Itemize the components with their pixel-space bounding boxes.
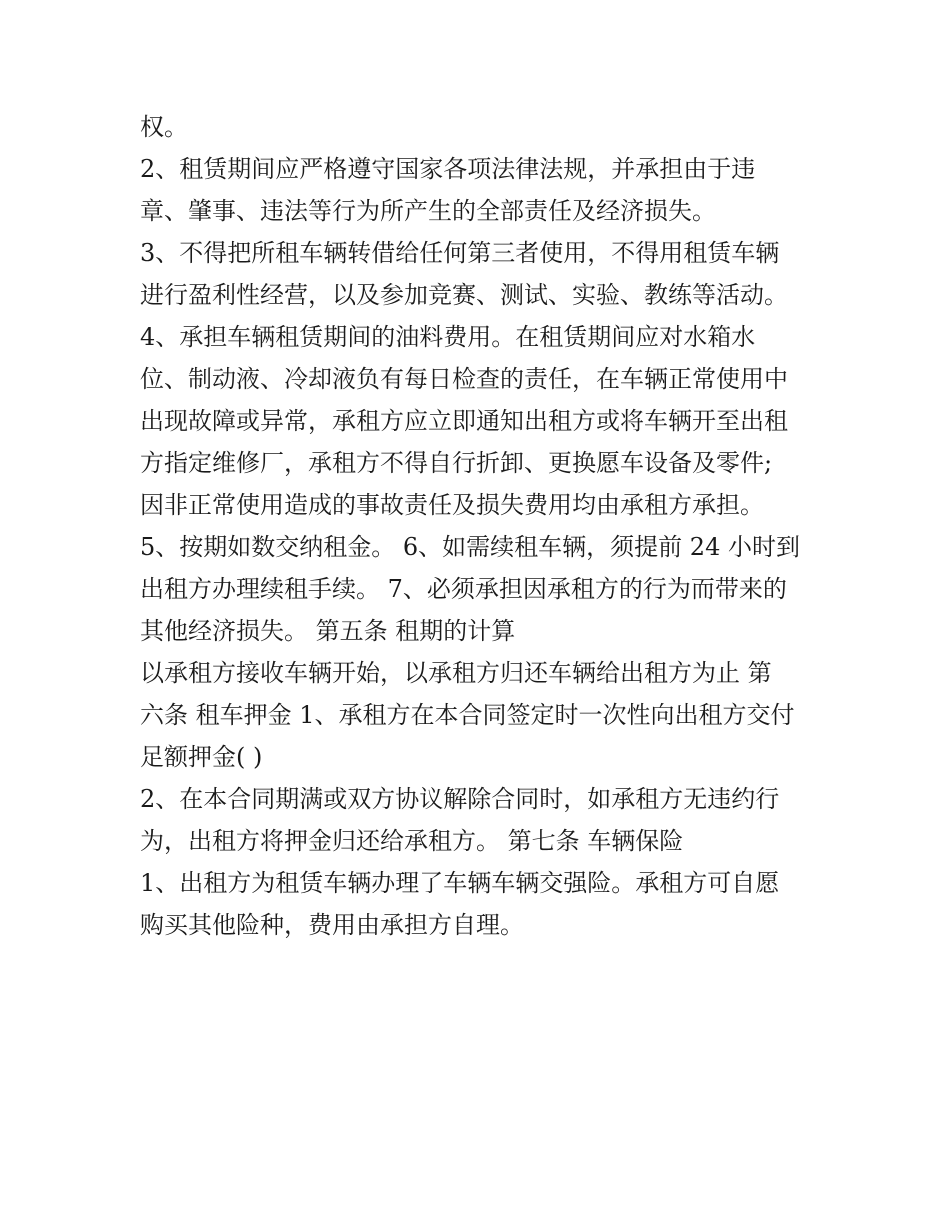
text-line: 方指定维修厂，承租方不得自行折卸、更换愿车设备及零件; [140,449,773,477]
text-line: 为，出租方将押金归还给承租方。 第七条 车辆保险 [140,827,684,855]
text-line: 4、承担车辆租赁期间的油料费用。在租赁期间应对水箱水 [140,323,756,351]
text-line: 1、出租方为租赁车辆办理了车辆车辆交强险。承租方可自愿 [140,869,780,897]
text-line: 出现故障或异常，承租方应立即通知出租方或将车辆开至出租 [140,407,788,435]
text-line: 其他经济损失。 第五条 租期的计算 [140,617,516,645]
text-line: 因非正常使用造成的事故责任及损失费用均由承租方承担。 [140,491,764,519]
text-line: 进行盈利性经营，以及参加竞赛、测试、实验、教练等活动。 [140,281,788,309]
text-line: 3、不得把所租车辆转借给任何第三者使用，不得用租赁车辆 [140,239,780,267]
text-line: 位、制动液、冷却液负有每日检查的责任，在车辆正常使用中 [140,365,788,393]
text-line: 出租方办理续租手续。 7、必须承担因承租方的行为而带来的 [140,575,787,603]
text-line: 权。 [140,113,188,141]
text-line: 章、肇事、违法等行为所产生的全部责任及经济损失。 [140,197,716,225]
text-line: 购买其他险种，费用由承担方自理。 [140,911,524,939]
text-line: 2、租赁期间应严格遵守国家各项法律法规，并承担由于违 [140,155,756,183]
text-line: 以承租方接收车辆开始，以承租方归还车辆给出租方为止 第 [140,659,772,687]
text-line: 5、按期如数交纳租金。 6、如需续租车辆，须提前 24 小时到 [140,533,800,561]
text-line: 六条 租车押金 1、承租方在本合同签定时一次性向出租方交付 [140,701,795,729]
contract-text-body [140,110,830,950]
text-line: 足额押金( ) [140,743,263,771]
text-line: 2、在本合同期满或双方协议解除合同时，如承租方无违约行 [140,785,780,813]
